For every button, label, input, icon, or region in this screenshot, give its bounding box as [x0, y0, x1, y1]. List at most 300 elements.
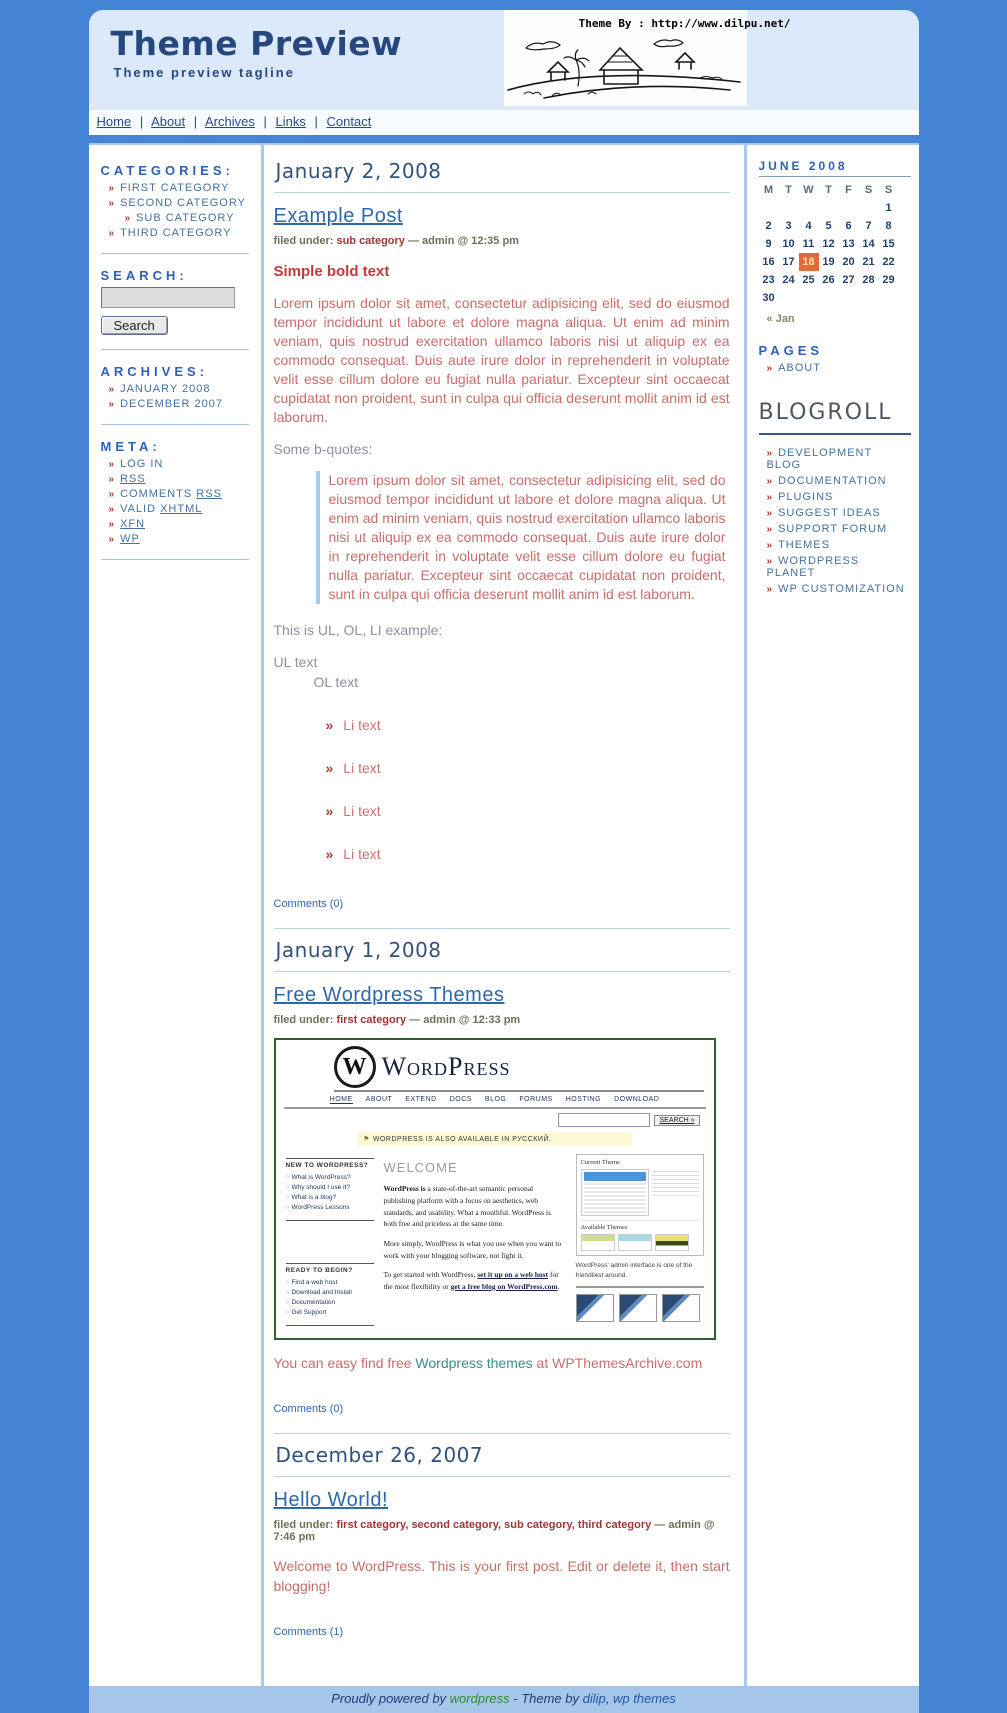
list-item-text: Li text — [343, 717, 381, 734]
footer-text: , — [605, 1690, 613, 1706]
wp-language-notice — [357, 1132, 632, 1146]
example-list — [326, 717, 730, 862]
meta-link-wp[interactable] — [120, 533, 140, 545]
arrow-bullet-icon: » — [108, 183, 116, 194]
post-date: January 1, 2008 — [274, 928, 730, 972]
post-title-link[interactable]: Example Post — [273, 205, 403, 227]
post-title — [274, 984, 730, 1007]
nav-separator: | — [139, 114, 144, 129]
theme-thumbnail — [618, 1234, 652, 1251]
arrow-bullet-icon: » — [766, 540, 774, 551]
theme-thumbnail — [655, 1234, 689, 1251]
calendar-day[interactable]: 3 — [785, 220, 792, 232]
wp-welcome-heading: WELCOME — [383, 1160, 458, 1176]
calendar-week-row — [759, 289, 899, 307]
calendar-day[interactable]: 19 — [822, 256, 835, 268]
post-body — [274, 263, 730, 862]
wordpress-site-screenshot — [274, 1038, 716, 1340]
arrow-bullet-icon: » — [108, 198, 116, 209]
list-intro: This is UL, OL, LI example: — [273, 622, 443, 639]
category-link[interactable]: FIRST CATEGORY — [120, 182, 230, 194]
wp-sidebar-link-text: What is a blog? — [291, 1194, 337, 1202]
calendar-prev-month-link[interactable]: « Jan — [766, 313, 795, 325]
post-paragraph: Welcome to WordPress. This is your first post. Edit or delete it, then start blogging! — [273, 1558, 730, 1594]
blogroll-link[interactable]: DEVELOPMENT BLOG — [766, 447, 872, 471]
blogroll-link[interactable]: SUPPORT FORUM — [778, 523, 888, 535]
theme-by-credit: Theme By : http://www.dilpu.net/ — [578, 17, 791, 30]
site-tagline: Theme preview tagline — [113, 65, 295, 80]
calendar-day — [819, 289, 839, 307]
list-item-text: Li text — [343, 760, 381, 777]
meta-link-text: LOG IN — [120, 458, 164, 470]
site-header — [89, 10, 919, 110]
calendar-day — [759, 199, 779, 217]
wp-sidebar-link[interactable] — [286, 1309, 374, 1316]
calendar-day[interactable]: 6 — [845, 220, 852, 232]
wp-paragraph: More simply, WordPress is what you use when you want to work with your blogging software, not fight it. — [383, 1238, 562, 1260]
calendar-day[interactable]: 27 — [842, 274, 855, 286]
list-item-text: Li text — [343, 803, 381, 820]
archives-list — [101, 383, 251, 410]
calendar-day[interactable]: 20 — [842, 256, 855, 268]
left-sidebar — [89, 145, 261, 1686]
post-category-link[interactable]: first category — [336, 1014, 407, 1027]
calendar-day — [879, 289, 899, 307]
calendar-day-header: T — [785, 184, 792, 196]
circle-bullet-icon: ○ — [285, 1289, 290, 1297]
wp-sidebar-link[interactable] — [286, 1289, 374, 1296]
arrow-bullet-icon: » — [766, 476, 774, 487]
right-sidebar — [747, 145, 919, 1686]
list-item — [326, 760, 730, 776]
post-category-link[interactable]: sub category — [336, 235, 405, 247]
wp-theme-column — [576, 1150, 704, 1326]
circle-bullet-icon: ○ — [285, 1174, 290, 1182]
post — [274, 928, 730, 1417]
circle-bullet-icon: ○ — [285, 1299, 290, 1307]
arrow-bullet-icon: » — [766, 363, 774, 374]
calendar-day-header: S — [864, 184, 873, 196]
quote-intro: Some b-quotes: — [273, 441, 373, 458]
nav-separator: | — [263, 114, 267, 129]
post-meta — [274, 1519, 730, 1543]
calendar-day[interactable]: 7 — [865, 220, 872, 232]
arrow-bullet-icon: » — [325, 846, 334, 863]
calendar-day[interactable]: 18 — [799, 253, 819, 271]
theme-thumbnail — [581, 1234, 615, 1251]
wp-sidebar-link[interactable] — [286, 1174, 374, 1181]
meta-link-xfn[interactable] — [120, 518, 145, 530]
arrow-bullet-icon: » — [766, 492, 774, 503]
blogroll-item — [767, 507, 911, 519]
wp-paragraph-text: a state-of-the-art semantic personal publishing platform with a focus on aesthetics, web standards, and usability. What a mouthful. WordPress is both free and priceless at the same time. — [383, 1184, 551, 1229]
post-title — [274, 1489, 730, 1512]
wp-sidebar-link-text: Get Support — [291, 1309, 327, 1317]
list-item — [326, 803, 730, 819]
arrow-bullet-icon: » — [325, 717, 334, 734]
calendar-day[interactable]: 29 — [882, 274, 895, 286]
blogroll-item — [767, 475, 911, 487]
wp-search-button[interactable]: SEARCH » — [654, 1115, 699, 1126]
calendar-day — [779, 199, 799, 217]
arrow-bullet-icon: » — [325, 760, 334, 777]
arrow-bullet-icon: » — [108, 489, 116, 500]
wp-search-row — [276, 1109, 714, 1129]
wp-link-group — [286, 1279, 374, 1326]
calendar-week-row — [759, 235, 899, 253]
wp-nav-hosting[interactable]: HOSTING — [565, 1096, 602, 1104]
page-link-about[interactable]: ABOUT — [778, 362, 821, 374]
calendar-day[interactable]: 28 — [862, 274, 875, 286]
wp-paragraph-text: for the most flexibility or — [383, 1270, 559, 1291]
calendar-week-row — [759, 253, 899, 271]
wp-nav-home[interactable]: HOME — [329, 1096, 353, 1104]
arrow-bullet-icon: » — [108, 519, 116, 530]
circle-bullet-icon: ○ — [285, 1204, 290, 1212]
filed-under-label: filed under: — [273, 1519, 337, 1532]
post-meta — [274, 1014, 730, 1026]
wordpress-logo-icon: W — [334, 1046, 376, 1088]
calendar-day[interactable]: 24 — [782, 274, 795, 286]
archive-item — [109, 383, 251, 395]
calendar-day[interactable]: 21 — [862, 256, 875, 268]
category-item — [109, 182, 251, 194]
nav-link-archives[interactable]: Archives — [205, 114, 255, 129]
blogroll-link[interactable]: WORDPRESS PLANET — [766, 555, 860, 579]
calendar-day[interactable]: 1 — [885, 202, 892, 214]
calendar-day — [839, 199, 859, 217]
blogroll-item — [767, 555, 911, 579]
wp-search-input[interactable] — [558, 1113, 650, 1127]
divider — [576, 1286, 704, 1288]
category-item — [109, 227, 251, 239]
calendar-day[interactable]: 13 — [842, 238, 855, 250]
calendar-week-row — [759, 199, 899, 217]
meta-item — [109, 458, 251, 470]
wp-body — [276, 1150, 714, 1326]
wp-free-blog-link[interactable]: get a free blog on WordPress.com — [450, 1281, 558, 1291]
search-input[interactable] — [101, 287, 235, 308]
circle-bullet-icon: ○ — [285, 1309, 290, 1317]
post-author-time: — admin @ 7:46 pm — [273, 1519, 715, 1544]
meta-link-underlined: WP — [120, 533, 140, 545]
meta-link-comments-rss[interactable] — [120, 488, 222, 500]
theme-thumbnail — [619, 1294, 657, 1322]
calendar-day[interactable]: 4 — [805, 220, 812, 232]
wp-host-link[interactable]: set it up on a web host — [477, 1270, 549, 1280]
post-paragraph — [274, 1354, 730, 1373]
post-body — [274, 1354, 730, 1373]
nav-separator: | — [193, 114, 198, 129]
footer-author-link[interactable]: dilip — [582, 1690, 606, 1706]
meta-item — [109, 533, 251, 545]
blogroll-item — [767, 491, 911, 503]
post-paragraph-text: You can easy find free — [273, 1355, 416, 1372]
theme-thumbnail — [662, 1294, 700, 1322]
categories-list — [101, 182, 251, 239]
category-item-sub — [109, 212, 251, 224]
calendar-day[interactable]: 10 — [782, 238, 795, 250]
arrow-bullet-icon: » — [108, 474, 116, 485]
footer-wp-themes-link[interactable]: wp themes — [612, 1690, 676, 1706]
blogroll-link[interactable]: WP CUSTOMIZATION — [778, 583, 905, 595]
village-sketch-icon — [504, 32, 744, 104]
comments-row — [274, 894, 730, 912]
calendar-day[interactable]: 30 — [762, 292, 775, 304]
calendar-day[interactable]: 25 — [802, 274, 815, 286]
list-item — [326, 846, 730, 862]
calendar-day — [839, 289, 859, 307]
calendar-week-row — [759, 271, 899, 289]
main-nav — [89, 110, 919, 135]
site-footer — [89, 1686, 919, 1713]
category-item — [109, 197, 251, 209]
wp-link-group — [286, 1174, 374, 1221]
archive-item — [109, 398, 251, 410]
calendar-day — [819, 199, 839, 217]
blogroll-item — [767, 539, 911, 551]
page-wrapper — [89, 10, 919, 1713]
calendar-day[interactable]: 11 — [802, 238, 815, 250]
calendar-day-header: S — [884, 184, 893, 196]
meta-link-valid-xhtml[interactable] — [120, 503, 202, 515]
available-themes-label: Available Themes — [581, 1220, 699, 1231]
calendar-day[interactable]: 22 — [882, 256, 895, 268]
calendar-day[interactable]: 16 — [762, 256, 775, 268]
main-content — [261, 145, 747, 1686]
post — [274, 1433, 730, 1639]
calendar-day-header: W — [803, 184, 814, 196]
calendar-day[interactable]: 26 — [822, 274, 835, 286]
meta-link-underlined: RSS — [120, 473, 146, 485]
wp-sidebar-link-text: Download and Install — [291, 1289, 352, 1297]
calendar-day — [799, 199, 819, 217]
calendar-day — [779, 289, 799, 307]
search-heading: SEARCH: — [100, 268, 188, 283]
wordpress-wordmark: WordPress — [381, 1052, 511, 1082]
flag-icon: ⚑ — [363, 1136, 370, 1144]
theme-description-lines — [652, 1171, 699, 1199]
arrow-bullet-icon: » — [766, 556, 774, 567]
divider — [101, 559, 249, 560]
post — [274, 145, 730, 912]
category-link[interactable]: THIRD CATEGORY — [120, 227, 232, 239]
archive-link[interactable]: DECEMBER 2007 — [120, 398, 223, 410]
arrow-bullet-icon: » — [108, 228, 116, 239]
nav-link-links[interactable]: Links — [275, 114, 306, 129]
content-columns — [89, 143, 919, 1686]
meta-item — [109, 503, 251, 515]
meta-link-text: VALID — [120, 503, 161, 515]
calendar-day[interactable]: 5 — [825, 220, 832, 232]
blockquote-text: Lorem ipsum dolor sit amet, consectetur adipisicing elit, sed do eiusmod tempor incididunt ut labore et dolore magna aliqua. Ut enim ad minim veniam, quis nostrud exercitation ullamco laboris nisi ut aliquip ex ea commodo consequat. Duis aute irure dolor in reprehenderit in voluptate velit esse cillum dolore eu fugiat nulla pariatur. Excepteur sint occaecat cupidatat non proident, sunt in culpa qui officia deserunt mollit anim id est laborum. — [328, 472, 726, 603]
arrow-bullet-icon: » — [766, 584, 774, 595]
comments-link[interactable]: Comments (0) — [273, 1403, 344, 1416]
wp-nav-docs[interactable]: DOCS — [449, 1096, 472, 1104]
blogroll-list — [759, 447, 911, 595]
meta-heading: META: — [100, 439, 161, 454]
wp-nav-about[interactable]: ABOUT — [365, 1096, 393, 1104]
blogroll-link[interactable]: DOCUMENTATION — [778, 475, 887, 487]
calendar-day[interactable]: 12 — [822, 238, 835, 250]
wp-sidebar-link-text: What is WordPress? — [291, 1174, 351, 1182]
blogroll-link[interactable]: PLUGINS — [778, 491, 834, 503]
calendar-title: JUNE 2008 — [759, 149, 911, 177]
wp-sidebar-link-text: Documentation — [291, 1299, 336, 1307]
wp-sidebar-link-text: Why should I use it? — [291, 1184, 350, 1192]
calendar-day[interactable]: 23 — [762, 274, 775, 286]
ul-label: UL text — [273, 654, 318, 671]
meta-link-underlined: XHTML — [160, 503, 203, 515]
comments-link[interactable]: Comments (1) — [273, 1625, 344, 1638]
wp-sidebar-link[interactable] — [286, 1279, 374, 1286]
calendar-day[interactable]: 15 — [882, 238, 895, 250]
current-theme-thumbnail — [581, 1169, 649, 1216]
wp-group-heading: NEW TO WORDPRESS? — [286, 1158, 374, 1171]
comments-row — [274, 1399, 730, 1417]
calendar-day[interactable]: 17 — [782, 256, 795, 268]
calendar-grid-body — [759, 199, 899, 307]
nav-link-home[interactable]: Home — [96, 114, 132, 129]
arrow-bullet-icon: » — [108, 534, 116, 545]
search-button[interactable]: Search — [101, 316, 168, 335]
post-subheading: Simple bold text — [273, 263, 390, 280]
meta-link-login[interactable] — [120, 458, 163, 470]
wp-group-heading: READY TO BEGIN? — [286, 1263, 374, 1276]
post-title-link[interactable]: Free Wordpress Themes — [273, 984, 505, 1007]
pages-list — [759, 362, 911, 374]
divider — [101, 349, 249, 350]
footer-text: - Theme by — [509, 1690, 583, 1706]
wordpress-themes-link[interactable]: Wordpress themes — [415, 1355, 533, 1372]
list-item — [326, 717, 730, 733]
blogroll-link[interactable]: THEMES — [778, 539, 830, 551]
page-item — [767, 362, 911, 374]
wp-nav-extend[interactable]: EXTEND — [405, 1096, 437, 1104]
arrow-bullet-icon: » — [325, 803, 334, 820]
list-item-text: Li text — [343, 846, 381, 863]
arrow-bullet-icon: » — [108, 459, 116, 470]
post-author-time: — admin @ 12:35 pm — [404, 235, 519, 247]
ol-label: OL text — [313, 674, 359, 691]
divider — [101, 253, 249, 254]
meta-item — [109, 488, 251, 500]
post-meta — [274, 235, 730, 247]
blogroll-heading: BLOGROLL — [759, 382, 911, 435]
calendar-day[interactable]: 2 — [765, 220, 772, 232]
comments-link[interactable]: Comments (0) — [273, 898, 344, 911]
meta-item — [109, 473, 251, 485]
post-date: December 26, 2007 — [274, 1433, 730, 1477]
calendar — [759, 181, 899, 307]
wp-sidebar-link-text: WordPress Lessons — [291, 1204, 350, 1212]
wp-nav-blog[interactable]: BLOG — [484, 1096, 507, 1104]
wp-sidebar-link[interactable] — [286, 1184, 374, 1191]
post-body — [274, 1557, 730, 1595]
meta-link-rss[interactable] — [120, 473, 146, 485]
site-title: Theme Preview — [110, 24, 403, 63]
circle-bullet-icon: ○ — [285, 1194, 290, 1202]
category-link[interactable]: SECOND CATEGORY — [120, 197, 246, 209]
arrow-bullet-icon: » — [766, 524, 774, 535]
archive-link[interactable]: JANUARY 2008 — [120, 383, 211, 395]
divider — [101, 424, 249, 425]
post-paragraph-text: at WPThemesArchive.com — [532, 1355, 703, 1372]
pages-heading: PAGES — [758, 343, 824, 358]
wp-paragraph-text: To get started with WordPress, — [383, 1270, 478, 1280]
meta-link-underlined: XFN — [120, 518, 146, 530]
calendar-day — [859, 289, 879, 307]
current-theme-label: Current Theme — [580, 1159, 620, 1167]
footer-wordpress-link[interactable]: wordpress — [449, 1690, 510, 1706]
calendar-day-header: T — [825, 184, 832, 196]
current-theme-preview — [581, 1169, 699, 1216]
post-category-link[interactable]: first category, second category, sub category, third category — [336, 1519, 652, 1532]
circle-bullet-icon: ○ — [285, 1184, 290, 1192]
wp-sidebar — [286, 1150, 374, 1326]
meta-link-text: COMMENTS — [120, 488, 197, 500]
arrow-bullet-icon: » — [108, 384, 116, 395]
post-author-time: — admin @ 12:33 pm — [406, 1014, 521, 1027]
calendar-day — [799, 289, 819, 307]
post-date: January 2, 2008 — [274, 145, 730, 193]
calendar-day[interactable]: 14 — [862, 238, 875, 250]
archives-heading: ARCHIVES: — [100, 364, 209, 379]
blogroll-item — [767, 523, 911, 535]
calendar-day-header: F — [845, 184, 852, 196]
categories-heading: CATEGORIES: — [100, 163, 234, 178]
header-art — [504, 10, 791, 106]
wp-notice-text: WORDPRESS IS ALSO AVAILABLE IN РУССКИЙ. — [372, 1136, 552, 1144]
wp-admin-caption: WordPress' admin interface is one of the friendliest around. — [575, 1262, 693, 1279]
wp-paragraph — [384, 1269, 566, 1292]
post-paragraph: Lorem ipsum dolor sit amet, consectetur adipisicing elit, sed do eiusmod tempor incididunt ut labore et dolore magna aliqua. Ut enim ad minim veniam, quis nostrud exercitation ullamco laboris nisi ut aliquip ex ea commodo consequat. Duis aute irure dolor in reprehenderit in voluptate velit esse cillum dolore eu fugiat nulla pariatur. Excepteur sint occaecat cupidatat non proident, sunt in culpa qui officia deserunt mollit anim id est laborum. — [273, 295, 730, 426]
wp-main-column — [384, 1150, 566, 1326]
blogroll-item — [767, 583, 911, 595]
blogroll-link[interactable]: SUGGEST IDEAS — [778, 507, 881, 519]
wp-sidebar-link[interactable] — [286, 1204, 374, 1211]
blockquote — [316, 471, 726, 604]
nav-link-contact[interactable]: Contact — [326, 114, 372, 129]
calendar-day[interactable]: 9 — [765, 238, 772, 250]
calendar-day[interactable]: 8 — [885, 220, 892, 232]
wp-sidebar-link-text: Find a web host — [291, 1279, 338, 1287]
post-title-link[interactable]: Hello World! — [273, 1489, 389, 1512]
wp-sidebar-link[interactable] — [286, 1299, 374, 1306]
footer-text: Proudly powered by — [331, 1690, 450, 1706]
wp-nav-forums[interactable]: FORUMS — [519, 1096, 553, 1104]
meta-list — [101, 458, 251, 545]
wp-nav-download[interactable]: DOWNLOAD — [614, 1096, 660, 1104]
available-themes-row — [581, 1234, 699, 1251]
wordpress-logo — [334, 1046, 704, 1092]
post-title — [274, 205, 730, 228]
calendar-header-row — [759, 181, 899, 199]
calendar-day — [859, 199, 879, 217]
comments-row — [274, 1622, 730, 1640]
nav-link-about[interactable]: About — [151, 114, 186, 129]
category-link[interactable]: SUB CATEGORY — [136, 212, 235, 224]
filed-under-label: filed under: — [273, 235, 337, 247]
wp-sidebar-link[interactable] — [286, 1194, 374, 1201]
arrow-bullet-icon: » — [766, 448, 774, 459]
wp-paragraph-lead: WordPress is — [383, 1184, 426, 1194]
wp-paragraph-text: . — [557, 1281, 560, 1291]
current-theme-box — [576, 1154, 704, 1256]
arrow-bullet-icon: » — [108, 504, 116, 515]
wp-theme-thumbnails — [576, 1294, 704, 1322]
meta-item — [109, 518, 251, 530]
